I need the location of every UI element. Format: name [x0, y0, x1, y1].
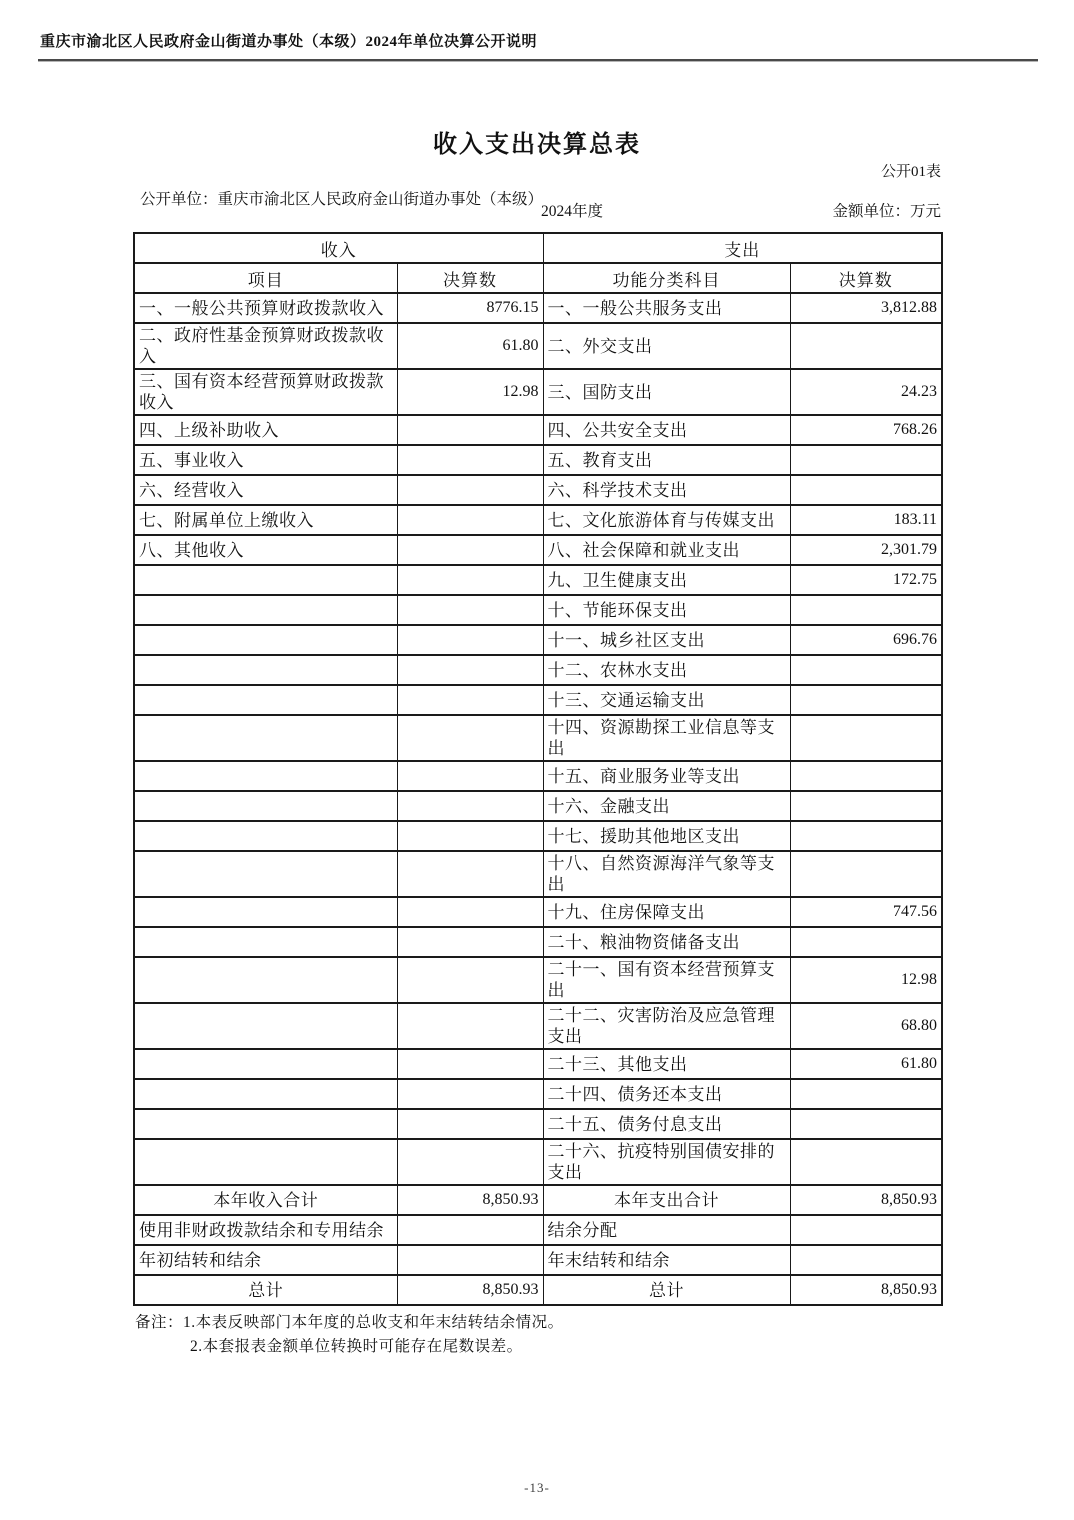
col-header-expense-item: 功能分类科目 [543, 263, 790, 293]
budget-summary-table [133, 232, 943, 1306]
expense-value-cell [790, 1245, 942, 1275]
income-value-cell [397, 1049, 543, 1079]
expense-value-cell: 8,850.93 [790, 1275, 942, 1305]
income-item-cell [134, 715, 397, 761]
income-item-cell [134, 1109, 397, 1139]
income-value-cell [397, 505, 543, 535]
col-header-income-item: 项目 [134, 263, 397, 293]
expense-item-cell: 结余分配 [543, 1215, 790, 1245]
expense-item-cell: 十四、资源勘探工业信息等支出 [543, 715, 790, 761]
table-row [134, 323, 942, 369]
income-item-cell: 六、经营收入 [134, 475, 397, 505]
income-item-cell: 本年收入合计 [134, 1185, 397, 1215]
table-row [134, 851, 942, 897]
note-line-1: 备注：1.本表反映部门本年度的总收支和年末结转结余情况。 [135, 1314, 564, 1331]
table-row [134, 821, 942, 851]
income-value-cell [397, 565, 543, 595]
income-value-cell [397, 897, 543, 927]
table-row [134, 595, 942, 625]
expense-item-cell: 八、社会保障和就业支出 [543, 535, 790, 565]
expense-item-cell: 二十、粮油物资储备支出 [543, 927, 790, 957]
expense-item-cell: 二十二、灾害防治及应急管理支出 [543, 1003, 790, 1049]
expense-item-cell: 一、一般公共服务支出 [543, 293, 790, 323]
expense-value-cell: 747.56 [790, 897, 942, 927]
income-value-cell: 12.98 [397, 369, 543, 415]
income-value-cell: 8776.15 [397, 293, 543, 323]
expense-item-cell: 十三、交通运输支出 [543, 685, 790, 715]
income-item-cell: 使用非财政拨款结余和专用结余 [134, 1215, 397, 1245]
income-value-cell [397, 685, 543, 715]
expense-value-cell [790, 1079, 942, 1109]
table-row [134, 1049, 942, 1079]
income-item-cell: 七、附属单位上缴收入 [134, 505, 397, 535]
expense-value-cell [790, 851, 942, 897]
income-value-cell [397, 957, 543, 1003]
table-row [134, 415, 942, 445]
summary-row [134, 1215, 942, 1245]
expense-item-cell: 二十六、抗疫特别国债安排的支出 [543, 1139, 790, 1185]
expense-item-cell: 十八、自然资源海洋气象等支出 [543, 851, 790, 897]
publishing-unit-label: 公开单位：重庆市渝北区人民政府金山街道办事处（本级） [140, 191, 544, 208]
income-item-cell [134, 1139, 397, 1185]
expense-item-cell: 二十三、其他支出 [543, 1049, 790, 1079]
expense-value-cell [790, 1139, 942, 1185]
col-header-expense-amount: 决算数 [790, 263, 942, 293]
table-row [134, 369, 942, 415]
col-header-income-amount: 决算数 [397, 263, 543, 293]
income-value-cell [397, 1079, 543, 1109]
income-value-cell [397, 475, 543, 505]
page-title: 收入支出决算总表 [433, 132, 641, 158]
income-item-cell: 年初结转和结余 [134, 1245, 397, 1275]
expense-value-cell [790, 445, 942, 475]
income-value-cell [397, 851, 543, 897]
expense-item-cell: 四、公共安全支出 [543, 415, 790, 445]
income-item-cell [134, 1079, 397, 1109]
income-value-cell [397, 761, 543, 791]
income-item-cell [134, 1049, 397, 1079]
expense-value-cell: 3,812.88 [790, 293, 942, 323]
table-row [134, 1139, 942, 1185]
expense-value-cell [790, 821, 942, 851]
income-item-cell [134, 927, 397, 957]
income-item-cell [134, 685, 397, 715]
summary-row [134, 1245, 942, 1275]
income-value-cell [397, 1245, 543, 1275]
expense-item-cell: 二十一、国有资本经营预算支出 [543, 957, 790, 1003]
expense-value-cell [790, 927, 942, 957]
expense-item-cell: 十七、援助其他地区支出 [543, 821, 790, 851]
expense-value-cell: 12.98 [790, 957, 942, 1003]
amount-unit-label: 金额单位：万元 [832, 203, 941, 220]
page-number: -13- [524, 1480, 550, 1495]
column-header-row [134, 263, 942, 293]
income-value-cell: 61.80 [397, 323, 543, 369]
summary-row [134, 1275, 942, 1305]
expense-value-cell [790, 1215, 942, 1245]
income-item-cell [134, 851, 397, 897]
income-value-cell [397, 715, 543, 761]
income-value-cell [397, 535, 543, 565]
income-value-cell [397, 821, 543, 851]
table-row [134, 957, 942, 1003]
table-row [134, 927, 942, 957]
expense-item-cell: 十九、住房保障支出 [543, 897, 790, 927]
expense-value-cell [790, 685, 942, 715]
header-divider [38, 59, 1038, 62]
income-item-cell: 四、上级补助收入 [134, 415, 397, 445]
expense-item-cell: 九、卫生健康支出 [543, 565, 790, 595]
expense-item-cell: 十六、金融支出 [543, 791, 790, 821]
expense-value-cell: 696.76 [790, 625, 942, 655]
expense-item-cell: 二、外交支出 [543, 323, 790, 369]
table-row [134, 293, 942, 323]
doc-header: 重庆市渝北区人民政府金山街道办事处（本级）2024年单位决算公开说明 [40, 34, 538, 50]
expense-item-cell: 二十五、债务付息支出 [543, 1109, 790, 1139]
expense-value-cell [790, 323, 942, 369]
table-row [134, 715, 942, 761]
expenditure-section-header: 支出 [543, 233, 942, 263]
income-item-cell [134, 565, 397, 595]
income-item-cell [134, 595, 397, 625]
income-value-cell [397, 927, 543, 957]
table-row [134, 535, 942, 565]
table-row [134, 505, 942, 535]
income-item-cell: 五、事业收入 [134, 445, 397, 475]
income-value-cell [397, 415, 543, 445]
table-row [134, 445, 942, 475]
income-item-cell [134, 1003, 397, 1049]
income-value-cell [397, 1215, 543, 1245]
expense-value-cell [790, 791, 942, 821]
income-value-cell [397, 791, 543, 821]
table-row [134, 791, 942, 821]
fiscal-year-label: 2024年度 [541, 203, 604, 220]
income-value-cell: 8,850.93 [397, 1275, 543, 1305]
expense-value-cell: 61.80 [790, 1049, 942, 1079]
table-body [134, 293, 942, 1305]
expense-value-cell [790, 761, 942, 791]
expense-value-cell: 183.11 [790, 505, 942, 535]
table-section [133, 232, 941, 1359]
expense-value-cell [790, 1109, 942, 1139]
expense-item-cell: 十二、农林水支出 [543, 655, 790, 685]
table-row [134, 1079, 942, 1109]
income-item-cell [134, 655, 397, 685]
income-item-cell: 总计 [134, 1275, 397, 1305]
expense-item-cell: 十五、商业服务业等支出 [543, 761, 790, 791]
table-row [134, 1109, 942, 1139]
notes-block [135, 1311, 941, 1359]
income-item-cell: 一、一般公共预算财政拨款收入 [134, 293, 397, 323]
summary-row [134, 1185, 942, 1215]
expense-value-cell [790, 475, 942, 505]
note-line-2: 2.本套报表金额单位转换时可能存在尾数误差。 [190, 1338, 523, 1356]
expense-value-cell [790, 595, 942, 625]
income-item-cell [134, 897, 397, 927]
expense-item-cell: 二十四、债务还本支出 [543, 1079, 790, 1109]
expense-item-cell: 十、节能环保支出 [543, 595, 790, 625]
expense-item-cell: 六、科学技术支出 [543, 475, 790, 505]
table-code-label: 公开01表 [880, 164, 941, 180]
income-item-cell [134, 957, 397, 1003]
expense-value-cell [790, 715, 942, 761]
table-row [134, 1003, 942, 1049]
table-row [134, 565, 942, 595]
table-row [134, 685, 942, 715]
expense-item-cell: 年末结转和结余 [543, 1245, 790, 1275]
table-row [134, 761, 942, 791]
income-value-cell [397, 445, 543, 475]
table-row [134, 897, 942, 927]
expense-item-cell: 五、教育支出 [543, 445, 790, 475]
expense-item-cell: 本年支出合计 [543, 1185, 790, 1215]
income-item-cell: 二、政府性基金预算财政拨款收入 [134, 323, 397, 369]
income-item-cell: 八、其他收入 [134, 535, 397, 565]
income-value-cell [397, 1139, 543, 1185]
income-value-cell [397, 1109, 543, 1139]
expense-value-cell: 768.26 [790, 415, 942, 445]
income-value-cell [397, 1003, 543, 1049]
income-item-cell [134, 821, 397, 851]
expense-value-cell: 2,301.79 [790, 535, 942, 565]
expense-item-cell: 七、文化旅游体育与传媒支出 [543, 505, 790, 535]
income-value-cell [397, 625, 543, 655]
income-section-header: 收入 [134, 233, 543, 263]
table-row [134, 475, 942, 505]
section-header-row [134, 233, 942, 263]
income-item-cell: 三、国有资本经营预算财政拨款收入 [134, 369, 397, 415]
income-value-cell [397, 655, 543, 685]
expense-value-cell: 68.80 [790, 1003, 942, 1049]
income-value-cell [397, 595, 543, 625]
table-row [134, 655, 942, 685]
income-value-cell: 8,850.93 [397, 1185, 543, 1215]
expense-value-cell [790, 655, 942, 685]
table-row [134, 625, 942, 655]
expense-item-cell: 总计 [543, 1275, 790, 1305]
income-item-cell [134, 625, 397, 655]
expense-item-cell: 三、国防支出 [543, 369, 790, 415]
expense-item-cell: 十一、城乡社区支出 [543, 625, 790, 655]
income-item-cell [134, 761, 397, 791]
expense-value-cell: 8,850.93 [790, 1185, 942, 1215]
expense-value-cell: 24.23 [790, 369, 942, 415]
expense-value-cell: 172.75 [790, 565, 942, 595]
income-item-cell [134, 791, 397, 821]
